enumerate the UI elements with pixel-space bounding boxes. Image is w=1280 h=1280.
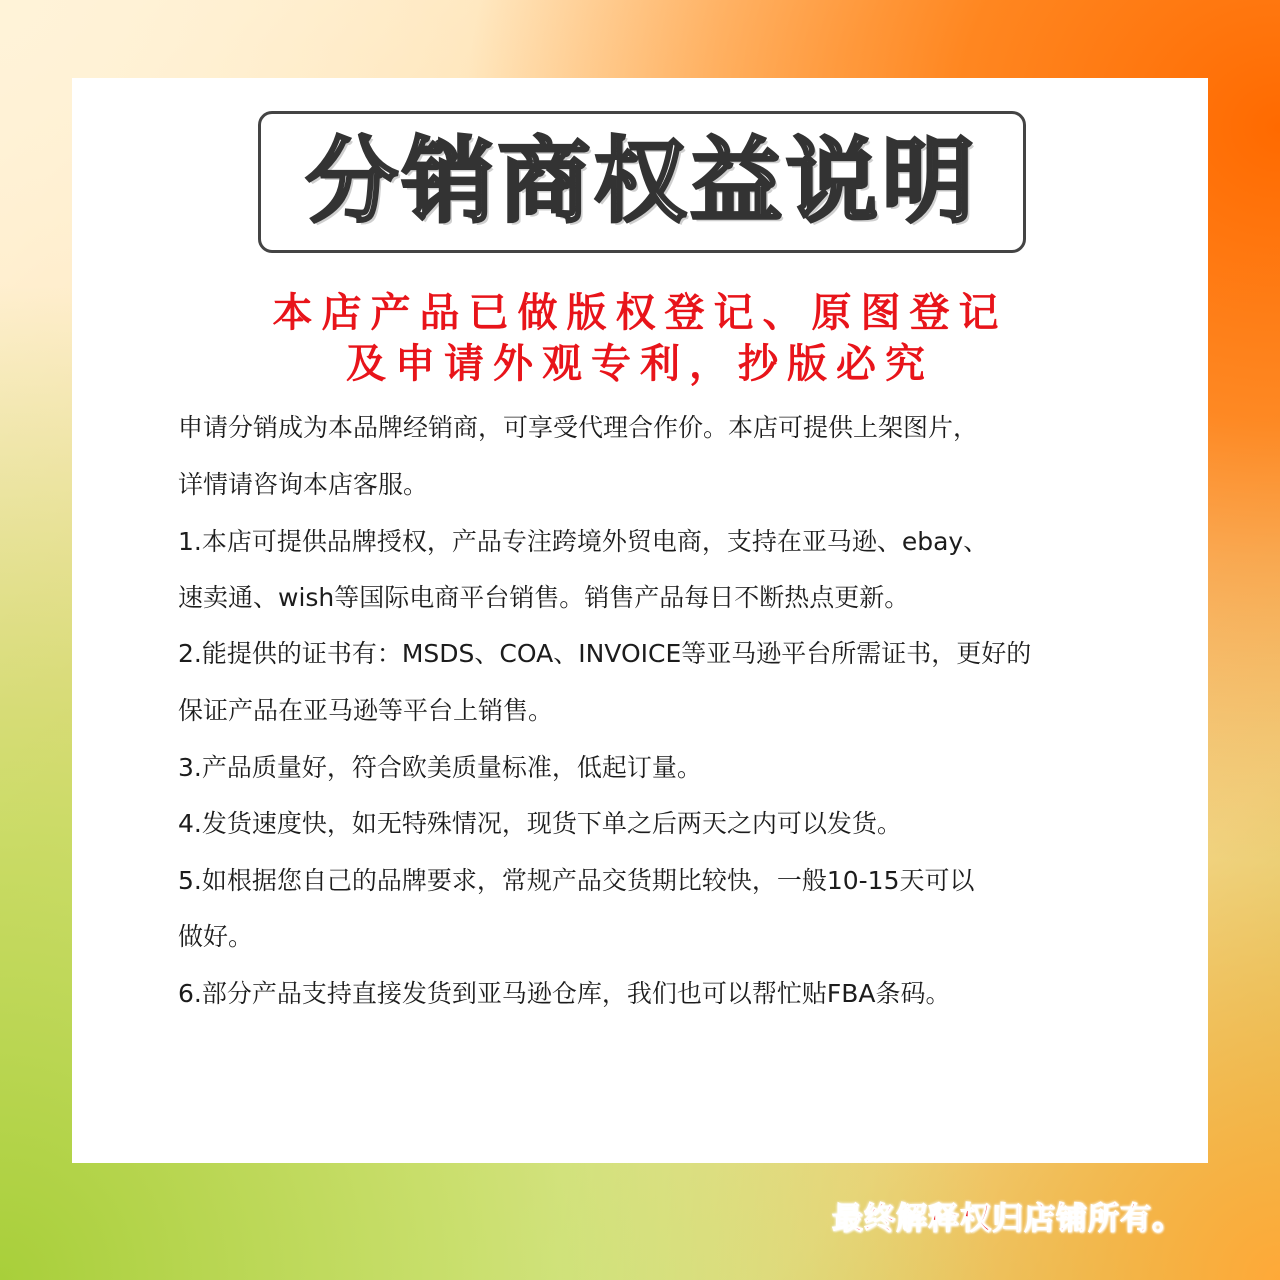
item-1-line-1: 1.本店可提供品牌授权，产品专注跨境外贸电商，支持在亚马逊、ebay、 xyxy=(178,527,989,556)
copyright-notice-line-2: 及申请外观专利，抄版必究 xyxy=(346,341,934,387)
page-title: 分销商权益说明 xyxy=(305,128,978,235)
copyright-notice-line-1: 本店产品已做版权登记、原图登记 xyxy=(272,290,1008,336)
item-5-line-2: 做好。 xyxy=(178,922,254,951)
intro-line-1: 申请分销成为本品牌经销商，可享受代理合作价。本店可提供上架图片， xyxy=(178,413,979,442)
intro-line-2: 详情请咨询本店客服。 xyxy=(178,470,429,499)
content-card xyxy=(72,78,1208,1163)
item-3: 3.产品质量好，符合欧美质量标准，低起订量。 xyxy=(178,753,702,782)
item-2-line-1: 2.能提供的证书有：MSDS、COA、INVOICE等亚马逊平台所需证书，更好的 xyxy=(178,639,1032,668)
item-4: 4.发货速度快，如无特殊情况，现货下单之后两天之内可以发货。 xyxy=(178,809,902,838)
item-5-line-1: 5.如根据您自己的品牌要求，常规产品交货期比较快，一般10-15天可以 xyxy=(178,866,975,895)
item-6: 6.部分产品支持直接发货到亚马逊仓库，我们也可以帮忙贴FBA条码。 xyxy=(178,979,951,1008)
final-interpretation-note: 最终解释权归店铺所有。 xyxy=(832,1201,1184,1237)
title-frame xyxy=(258,111,1026,253)
item-1-line-2: 速卖通、wish等国际电商平台销售。销售产品每日不断热点更新。 xyxy=(178,583,910,612)
item-2-line-2: 保证产品在亚马逊等平台上销售。 xyxy=(178,696,554,725)
